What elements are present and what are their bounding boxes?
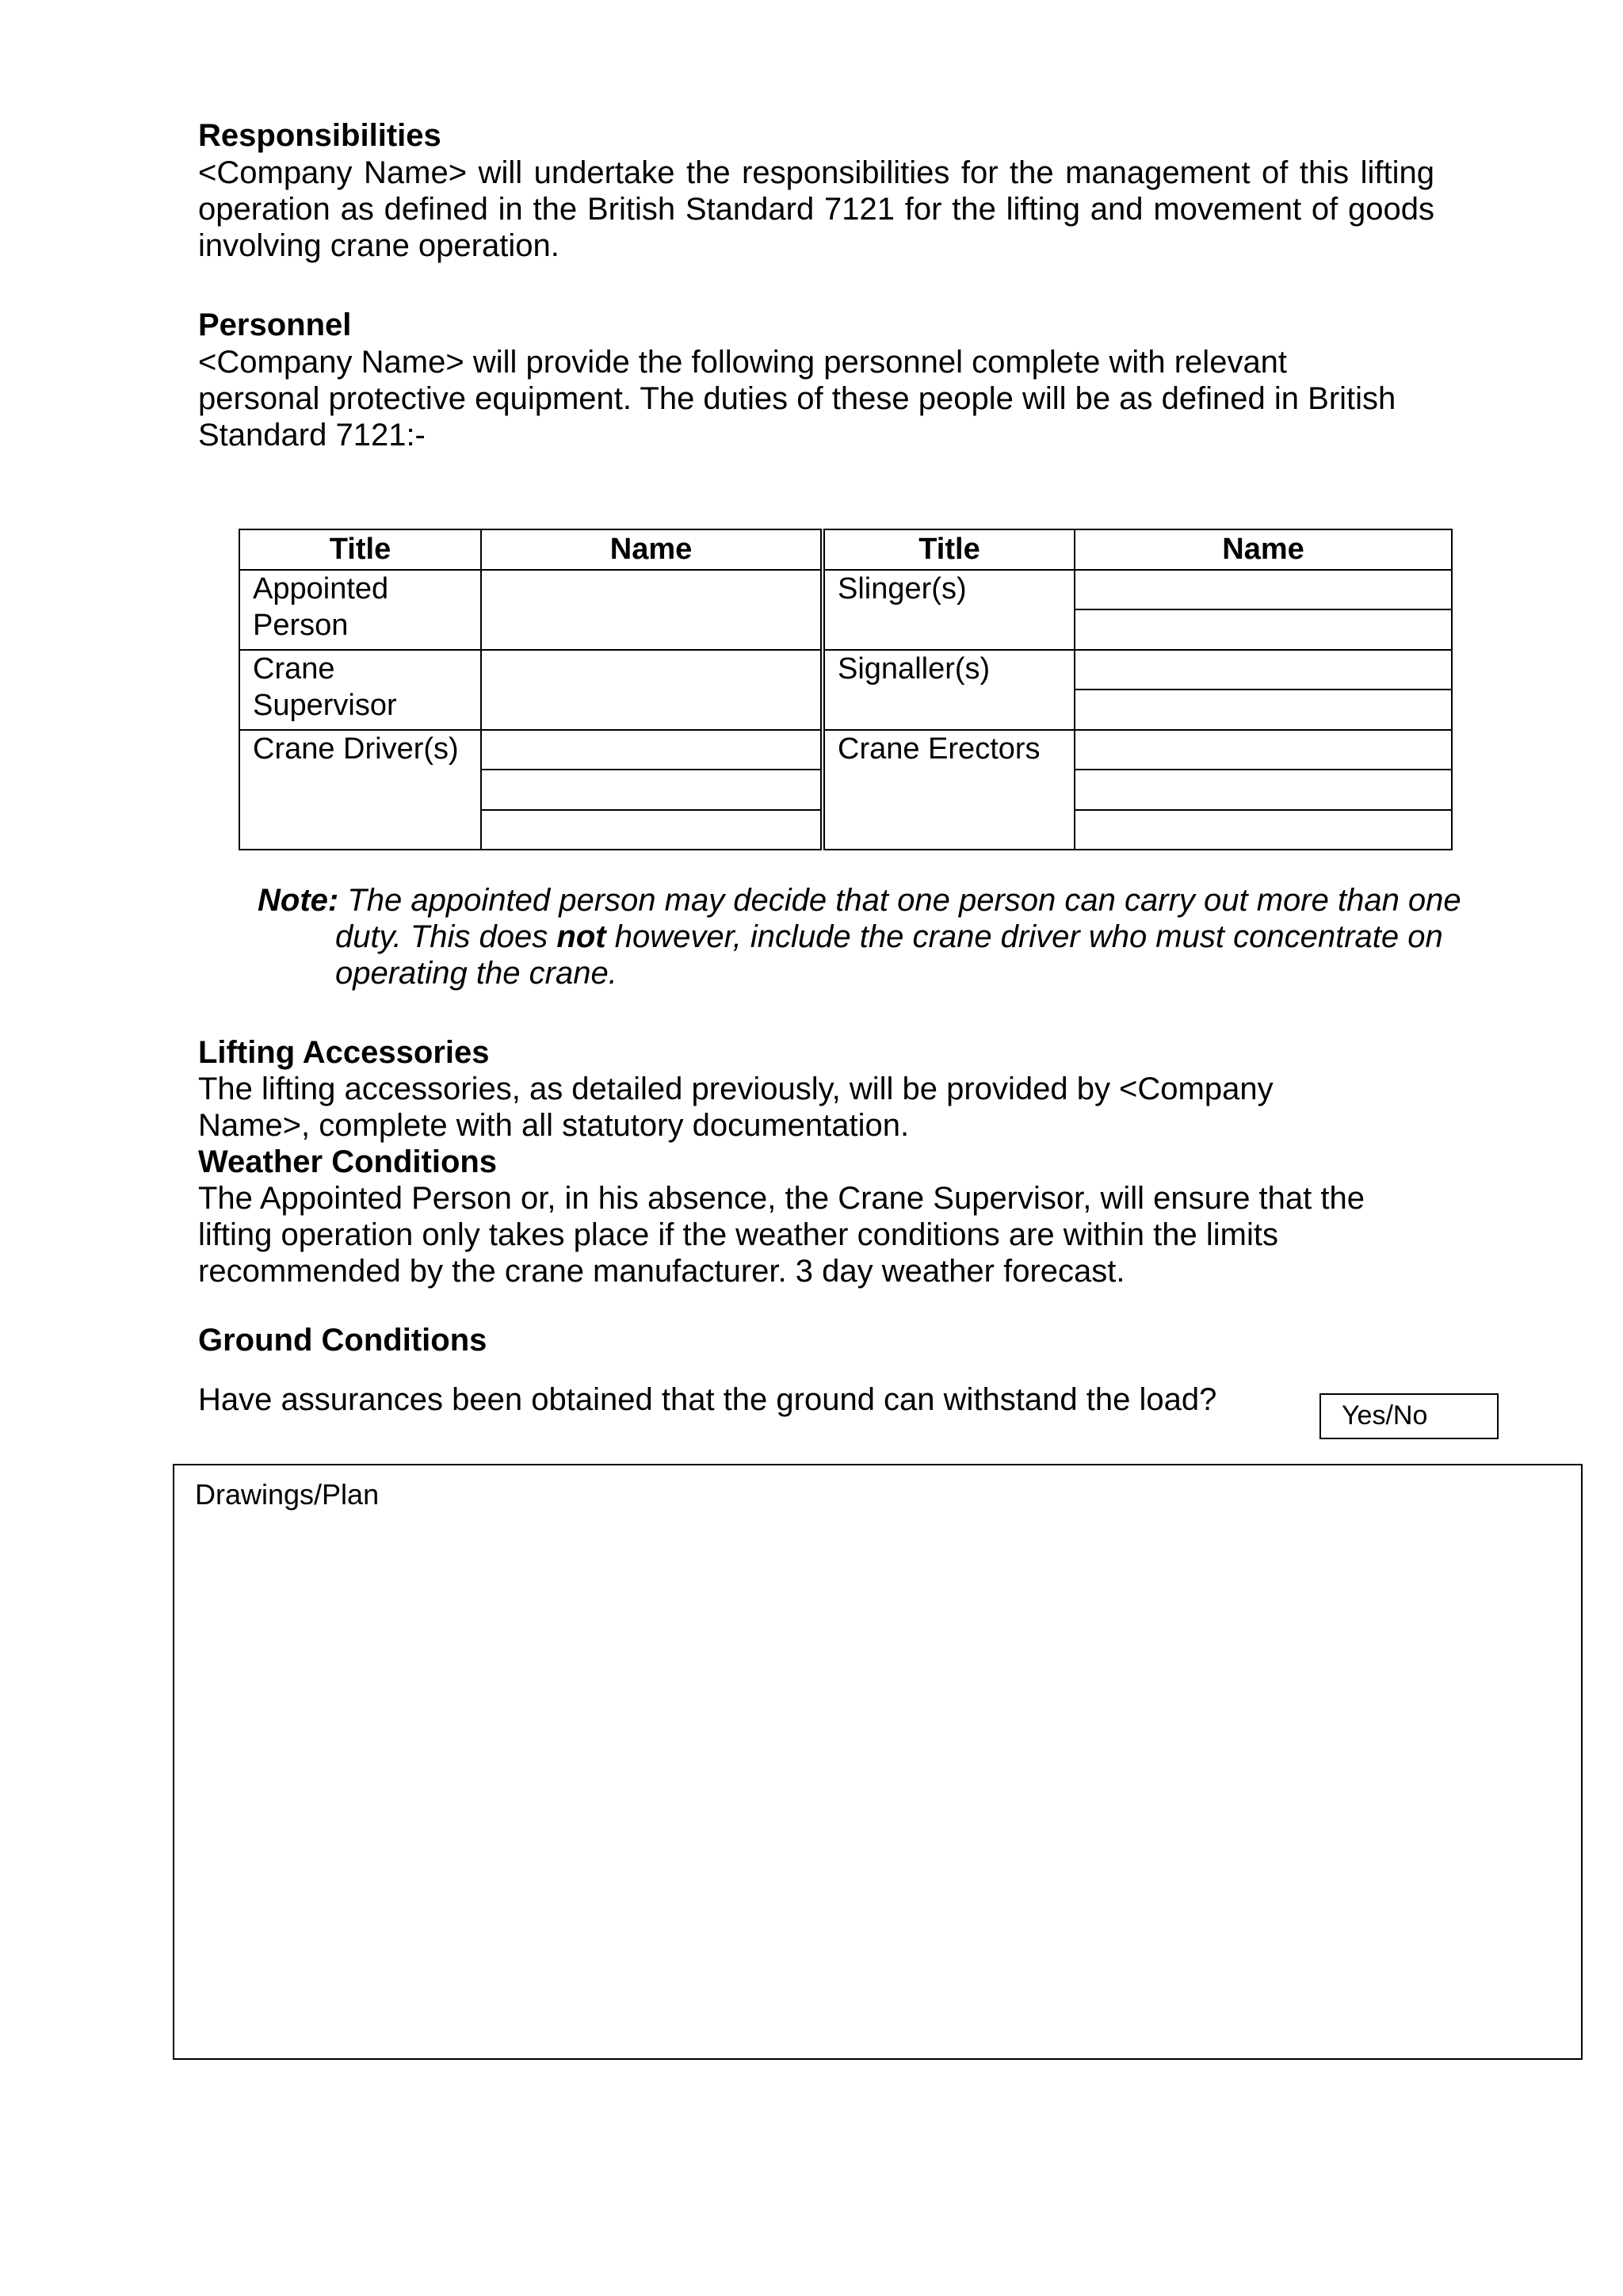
name-cell-crane-erector-3[interactable] [1075, 810, 1452, 850]
title-crane-drivers: Crane Driver(s) [239, 730, 481, 850]
note-label: Note: [258, 883, 339, 918]
name-cell-signaller-2[interactable] [1075, 690, 1452, 730]
note-paragraph [258, 882, 1500, 991]
lifting-accessories-heading: Lifting Accessories [198, 1035, 490, 1070]
personnel-body: <Company Name> will provide the following personnel complete with relevant personal protective equipment. The duties of these people will be as defined in British Standard 7121:- [198, 345, 1396, 453]
header-name-right: Name [1075, 529, 1452, 570]
note-emphasis: not [556, 919, 606, 954]
name-cell-crane-driver-1[interactable] [481, 730, 823, 770]
title-appointed-person: Appointed Person [239, 570, 481, 650]
drawings-plan-box[interactable] [173, 1464, 1583, 2060]
title-crane-supervisor: Crane Supervisor [239, 650, 481, 730]
personnel-table [239, 529, 1453, 850]
name-cell-crane-erector-1[interactable] [1075, 730, 1452, 770]
responsibilities-body: <Company Name> will undertake the responsibilities for the management of this lifting operation as defined in the British Standard 7121 for the lifting and movement of goods involving crane operation. [198, 155, 1434, 263]
weather-conditions-body: The Appointed Person or, in his absence, the Crane Supervisor, will ensure that the lifting operation only takes place if the weather conditions are within the limits recommended by the crane manufacturer. 3 day weather forecast. [198, 1181, 1365, 1289]
table-row [239, 570, 1452, 610]
header-title-left: Title [239, 529, 481, 570]
responsibilities-heading: Responsibilities [198, 118, 441, 153]
table-row [239, 730, 1452, 770]
lifting-accessories-body: The lifting accessories, as detailed previously, will be provided by <Company Name>, complete with all statutory documentation. [198, 1072, 1274, 1143]
title-crane-erectors: Crane Erectors [823, 730, 1075, 850]
header-title-right: Title [823, 529, 1075, 570]
name-cell-crane-driver-2[interactable] [481, 770, 823, 810]
title-slingers: Slinger(s) [823, 570, 1075, 650]
name-cell-crane-supervisor[interactable] [481, 650, 823, 730]
title-signallers: Signaller(s) [823, 650, 1075, 730]
table-row [239, 650, 1452, 690]
name-cell-slinger-1[interactable] [1075, 570, 1452, 610]
name-cell-slinger-2[interactable] [1075, 609, 1452, 650]
weather-conditions-heading: Weather Conditions [198, 1144, 498, 1179]
note-text-before: The appointed person may decide that one person can carry out more than one duty. This does [335, 883, 1461, 954]
name-cell-crane-driver-3[interactable] [481, 810, 823, 850]
name-cell-appointed-person[interactable] [481, 570, 823, 650]
yes-no-answer-box[interactable]: Yes/No [1319, 1393, 1499, 1439]
drawings-plan-label: Drawings/Plan [195, 1478, 380, 1511]
ground-conditions-heading: Ground Conditions [198, 1323, 487, 1358]
header-name-left: Name [481, 529, 823, 570]
ground-conditions-question: Have assurances been obtained that the ground can withstand the load? [198, 1382, 1217, 1417]
note-text-after: however, include the crane driver who must concentrate on operating the crane. [335, 919, 1443, 991]
name-cell-crane-erector-2[interactable] [1075, 770, 1452, 810]
personnel-heading: Personnel [198, 308, 352, 342]
name-cell-signaller-1[interactable] [1075, 650, 1452, 690]
table-header-row [239, 529, 1452, 570]
